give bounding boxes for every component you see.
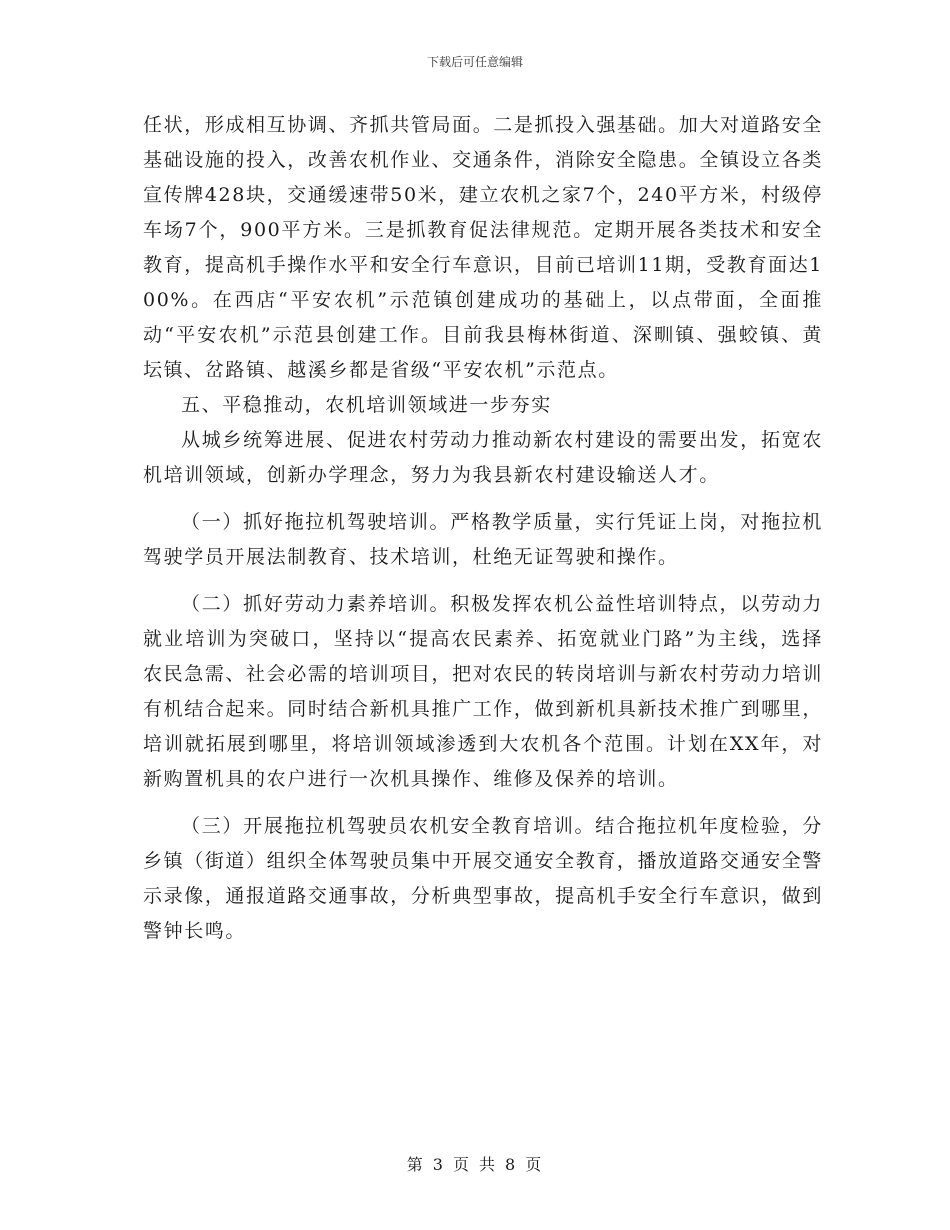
footer-label-total: 共 bbox=[479, 1155, 498, 1174]
footer-current-page: 3 bbox=[432, 1155, 445, 1174]
page-header-note: 下载后可任意编辑 bbox=[426, 55, 523, 69]
paragraph-continued: 任状，形成相互协调、齐抓共管局面。二是抓投入强基础。加大对道路安全基础设施的投入，改善农机作业、交通条件，消除安全隐患。全镇设立各类宣传牌428块，交通缓速带50米，建立农机之家7个，240平方米，村级停车场7个，900平方米。三是抓教育促法律规范。定期开展各类技术和安全教育，提高机手操作水平和安全行车意识，目前已培训11期，受教育面达100%。在西店“平安农机”示范镇创建成功的基础上，以点带面，全面推动“平安农机”示范县创建工作。目前我县梅林街道、深甽镇、强蛟镇、黄坛镇、岔路镇、越溪乡都是省级“平安农机”示范点。 bbox=[143, 114, 823, 381]
section-heading: 五、平稳推动，农机培训领域进一步夯实 bbox=[181, 394, 552, 416]
paragraph-item-1: （一）抓好拖拉机驾驶培训。严格教学质量，实行凭证上岗，对拖拉机驾驶学员开展法制教育、技术培训，杜绝无证驾驶和操作。 bbox=[143, 511, 823, 568]
paragraph-item-2: （二）抓好劳动力素养培训。积极发挥农机公益性培训特点，以劳动力就业培训为突破口，坚持以“提高农民素养、拓宽就业门路”为主线，选择农民急需、社会必需的培训项目，把对农民的转岗培训与新农村劳动力培训有机结合起来。同时结合新机具推广工作，做到新机具新技术推广到哪里，培训就拓展到哪里，将培训领域渗透到大农机各个范围。计划在XX年，对新购置机具的农户进行一次机具操作、维修及保养的培训。 bbox=[143, 593, 823, 790]
footer-label-unit: 页 bbox=[452, 1155, 471, 1174]
page-footer bbox=[0, 1152, 950, 1175]
paragraph-item-3: （三）开展拖拉机驾驶员农机安全教育培训。结合拖拉机年度检验，分乡镇（街道）组织全体驾驶员集中开展交通安全教育，播放道路交通安全警示录像，通报道路交通事故，分析典型事故，提高机手安全行车意识，做到警钟长鸣。 bbox=[143, 815, 823, 942]
footer-total-pages: 8 bbox=[505, 1155, 518, 1174]
document-body bbox=[143, 108, 823, 961]
footer-label-unit2: 页 bbox=[525, 1155, 544, 1174]
paragraph-intro: 从城乡统筹进展、促进农村劳动力推动新农村建设的需要出发，拓宽农机培训领域，创新办学理念，努力为我县新农村建设输送人才。 bbox=[143, 429, 823, 486]
footer-label-page: 第 bbox=[406, 1155, 425, 1174]
